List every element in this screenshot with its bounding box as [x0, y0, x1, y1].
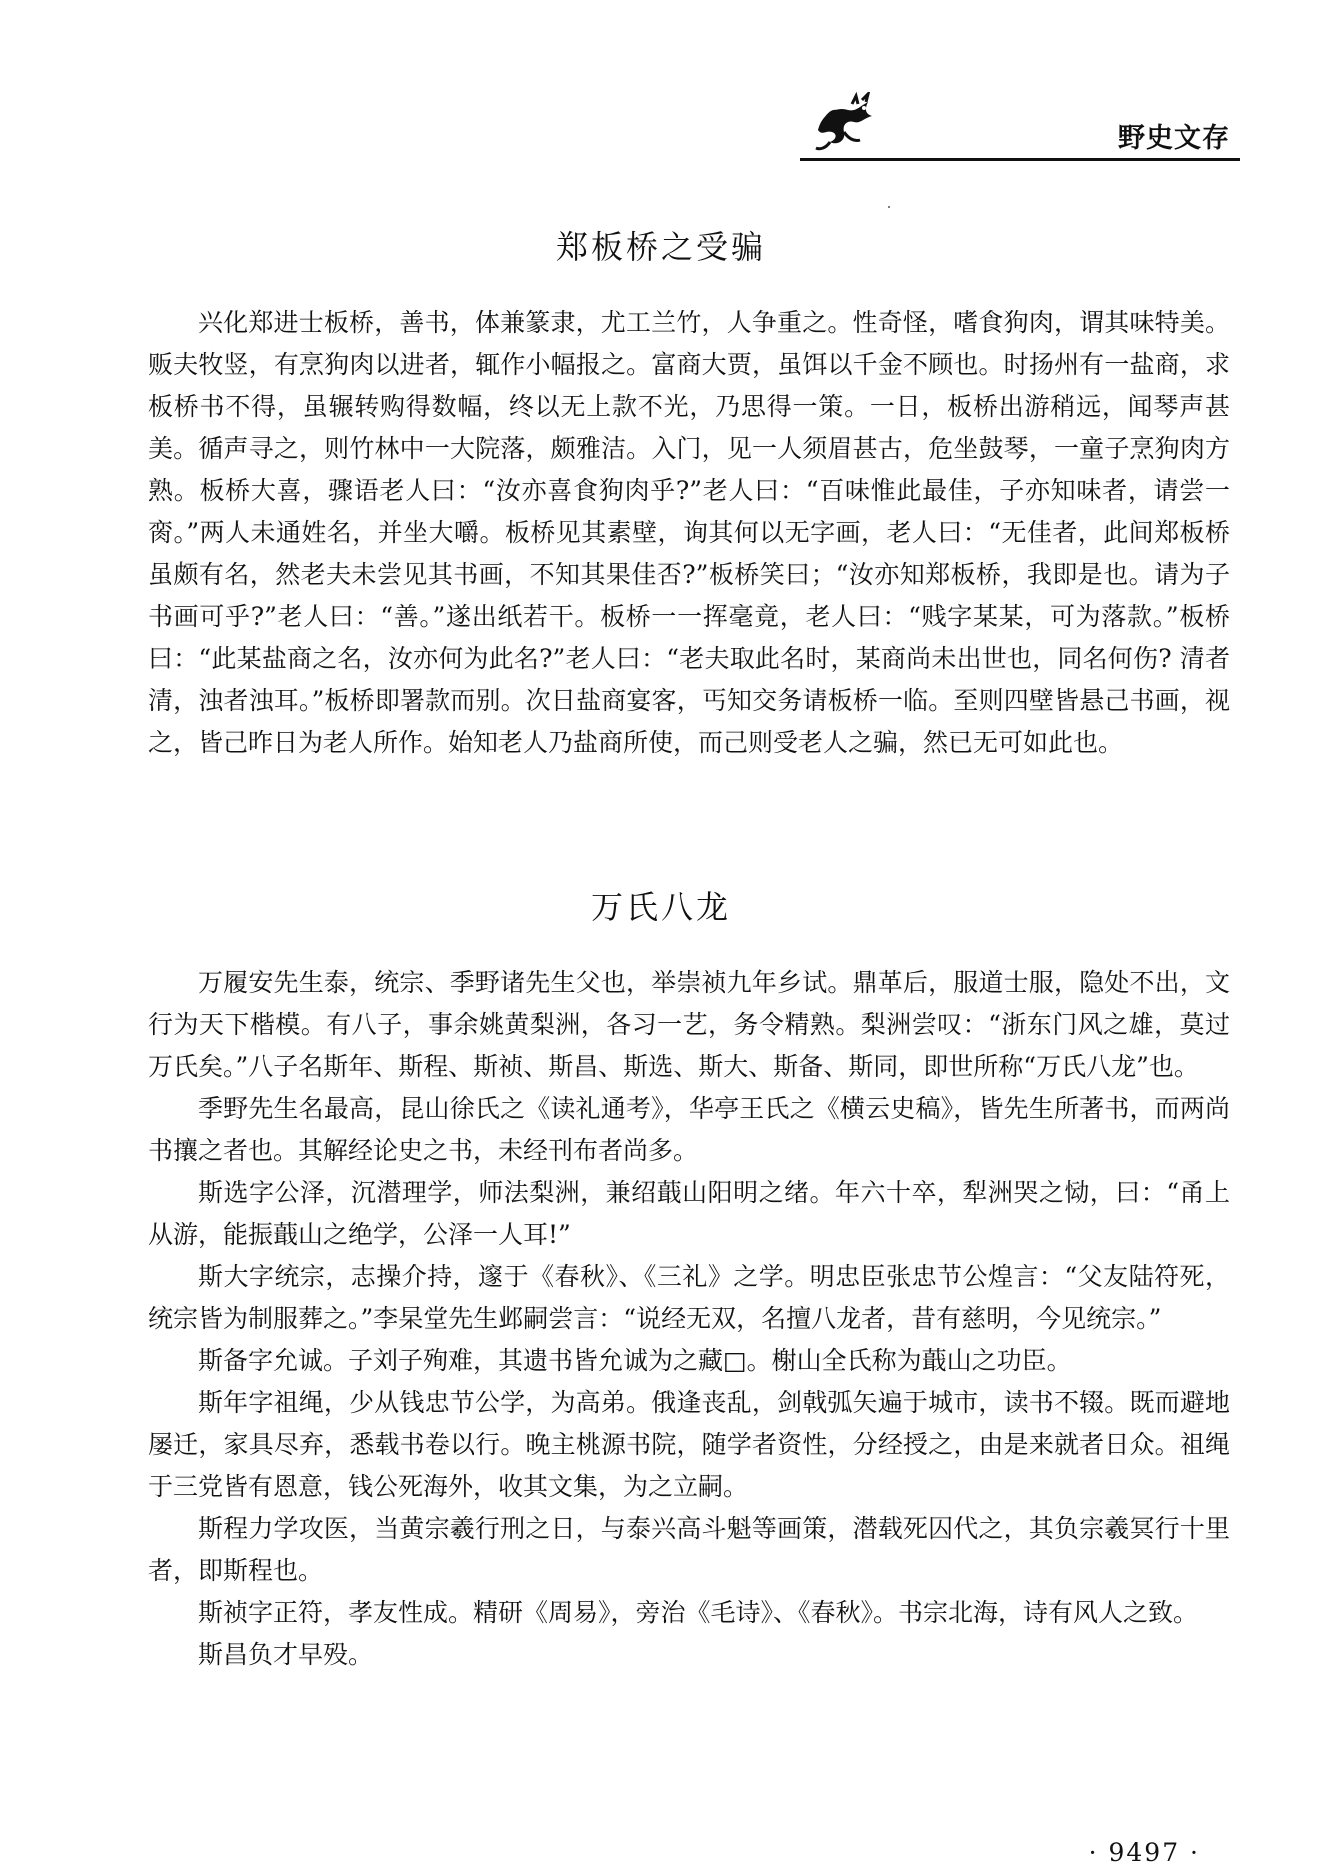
paragraph: 斯选字公泽，沉潜理学，师法梨洲，兼绍蕺山阳明之绪。年六十卒，犁洲哭之恸，曰：“甬上从游，能振蕺山之绝学，公泽一人耳!” [148, 1178, 1230, 1249]
speck [888, 206, 890, 208]
paragraph: 斯昌负才早殁。 [198, 1640, 374, 1669]
page-number: · 9497 · [1088, 1838, 1200, 1867]
section-title: 郑板桥之受骗 [555, 228, 766, 266]
paragraph: 兴化郑进士板桥，善书，体兼篆隶，尤工兰竹，人争重之。性奇怪，嗜食狗肉，谓其味特美。贩夫牧竖，有烹狗肉以进者，辄作小幅报之。富商大贾，虽饵以千金不顾也。时扬州有一盐商，求板桥书不得，虽辗转购得数幅，终以无上款不光，乃思得一策。一日，板桥出游稍远，闻琴声甚美。循声寻之，则竹林中一大院落，颇雅洁。入门，见一人须眉甚古，危坐鼓琴，一童子烹狗肉方熟。板桥大喜，骤语老人曰：“汝亦喜食狗肉乎?”老人曰：“百味惟此最佳，子亦知味者，请尝一脔。”两人未通姓名，并坐大嚼。板桥见其素壁，询其何以无字画，老人曰：“无佳者，此间郑板桥虽颇有名，然老夫未尝见其书画，不知其果佳否?”板桥笑曰；“汝亦知郑板桥，我即是也。请为子书画可乎?”老人曰：“善。”遂出纸若干。板桥一一挥毫竟，老人曰：“贱字某某，可为落款。”板桥曰：“此某盐商之名，汝亦何为此名?”老人曰：“老夫取此名时，某商尚未出世也，同名何伤? 清者清，浊者浊耳。”板桥即署款而别。次日盐商宴客，丐知交务请板桥一临。至则四壁皆悬己书画，视之，皆己昨日为老人所作。始知老人乃盐商所使，而己则受老人之骗，然已无可如此也。 [148, 308, 1230, 757]
paragraph: 斯年字祖绳，少从钱忠节公学，为高弟。俄逢丧乱，剑戟弧矢遍于城市，读书不辍。既而避地屡迁，家具尽弃，悉载书卷以行。晚主桃源书院，随学者资性，分经授之，由是来就者日众。祖绳于三党皆有恩意，钱公死海外，收其文集，为之立嗣。 [148, 1388, 1230, 1501]
section-title: 万氏八龙 [590, 888, 731, 926]
paragraph: 斯祯字正符，孝友性成。精研《周易》，旁治《毛诗》、《春秋》。书宗北海，诗有风人之致。 [198, 1598, 1199, 1627]
paragraph: 万履安先生泰，统宗、季野诸先生父也，举崇祯九年乡试。鼎革后，服道士服，隐处不出，文行为天下楷模。有八子，事余姚黄梨洲，各习一艺，务令精熟。梨洲尝叹：“浙东门风之雄，莫过万氏矣。”八子名斯年、斯程、斯祯、斯昌、斯选、斯大、斯备、斯同，即世所称“万氏八龙”也。 [148, 968, 1230, 1081]
section-body [148, 962, 1230, 1676]
paragraph: 季野先生名最高，昆山徐氏之《读礼通考》，华亭王氏之《横云史稿》，皆先生所著书，而两尚书攘之者也。其解经论史之书，未经刊布者尚多。 [148, 1094, 1230, 1165]
paragraph: 斯大字统宗，志操介持，邃于《春秋》、《三礼》之学。明忠臣张忠节公煌言：“父友陆符死，统宗皆为制服葬之。”李杲堂先生邺嗣尝言：“说经无双，名擅八龙者，昔有慈明，今见统宗。” [148, 1262, 1230, 1333]
paragraph: 斯程力学攻医，当黄宗羲行刑之日，与泰兴高斗魁等画策，潜载死囚代之，其负宗羲冥行十里者，即斯程也。 [148, 1514, 1230, 1585]
dragon-icon [808, 92, 878, 154]
header-rule [800, 158, 1240, 161]
section-body [148, 302, 1230, 764]
running-header [800, 92, 1240, 172]
series-title: 野史文存 [1118, 123, 1230, 154]
paragraph: 斯备字允诚。子刘子殉难，其遗书皆允诚为之藏□。榭山全氏称为蕺山之功臣。 [198, 1346, 1072, 1375]
